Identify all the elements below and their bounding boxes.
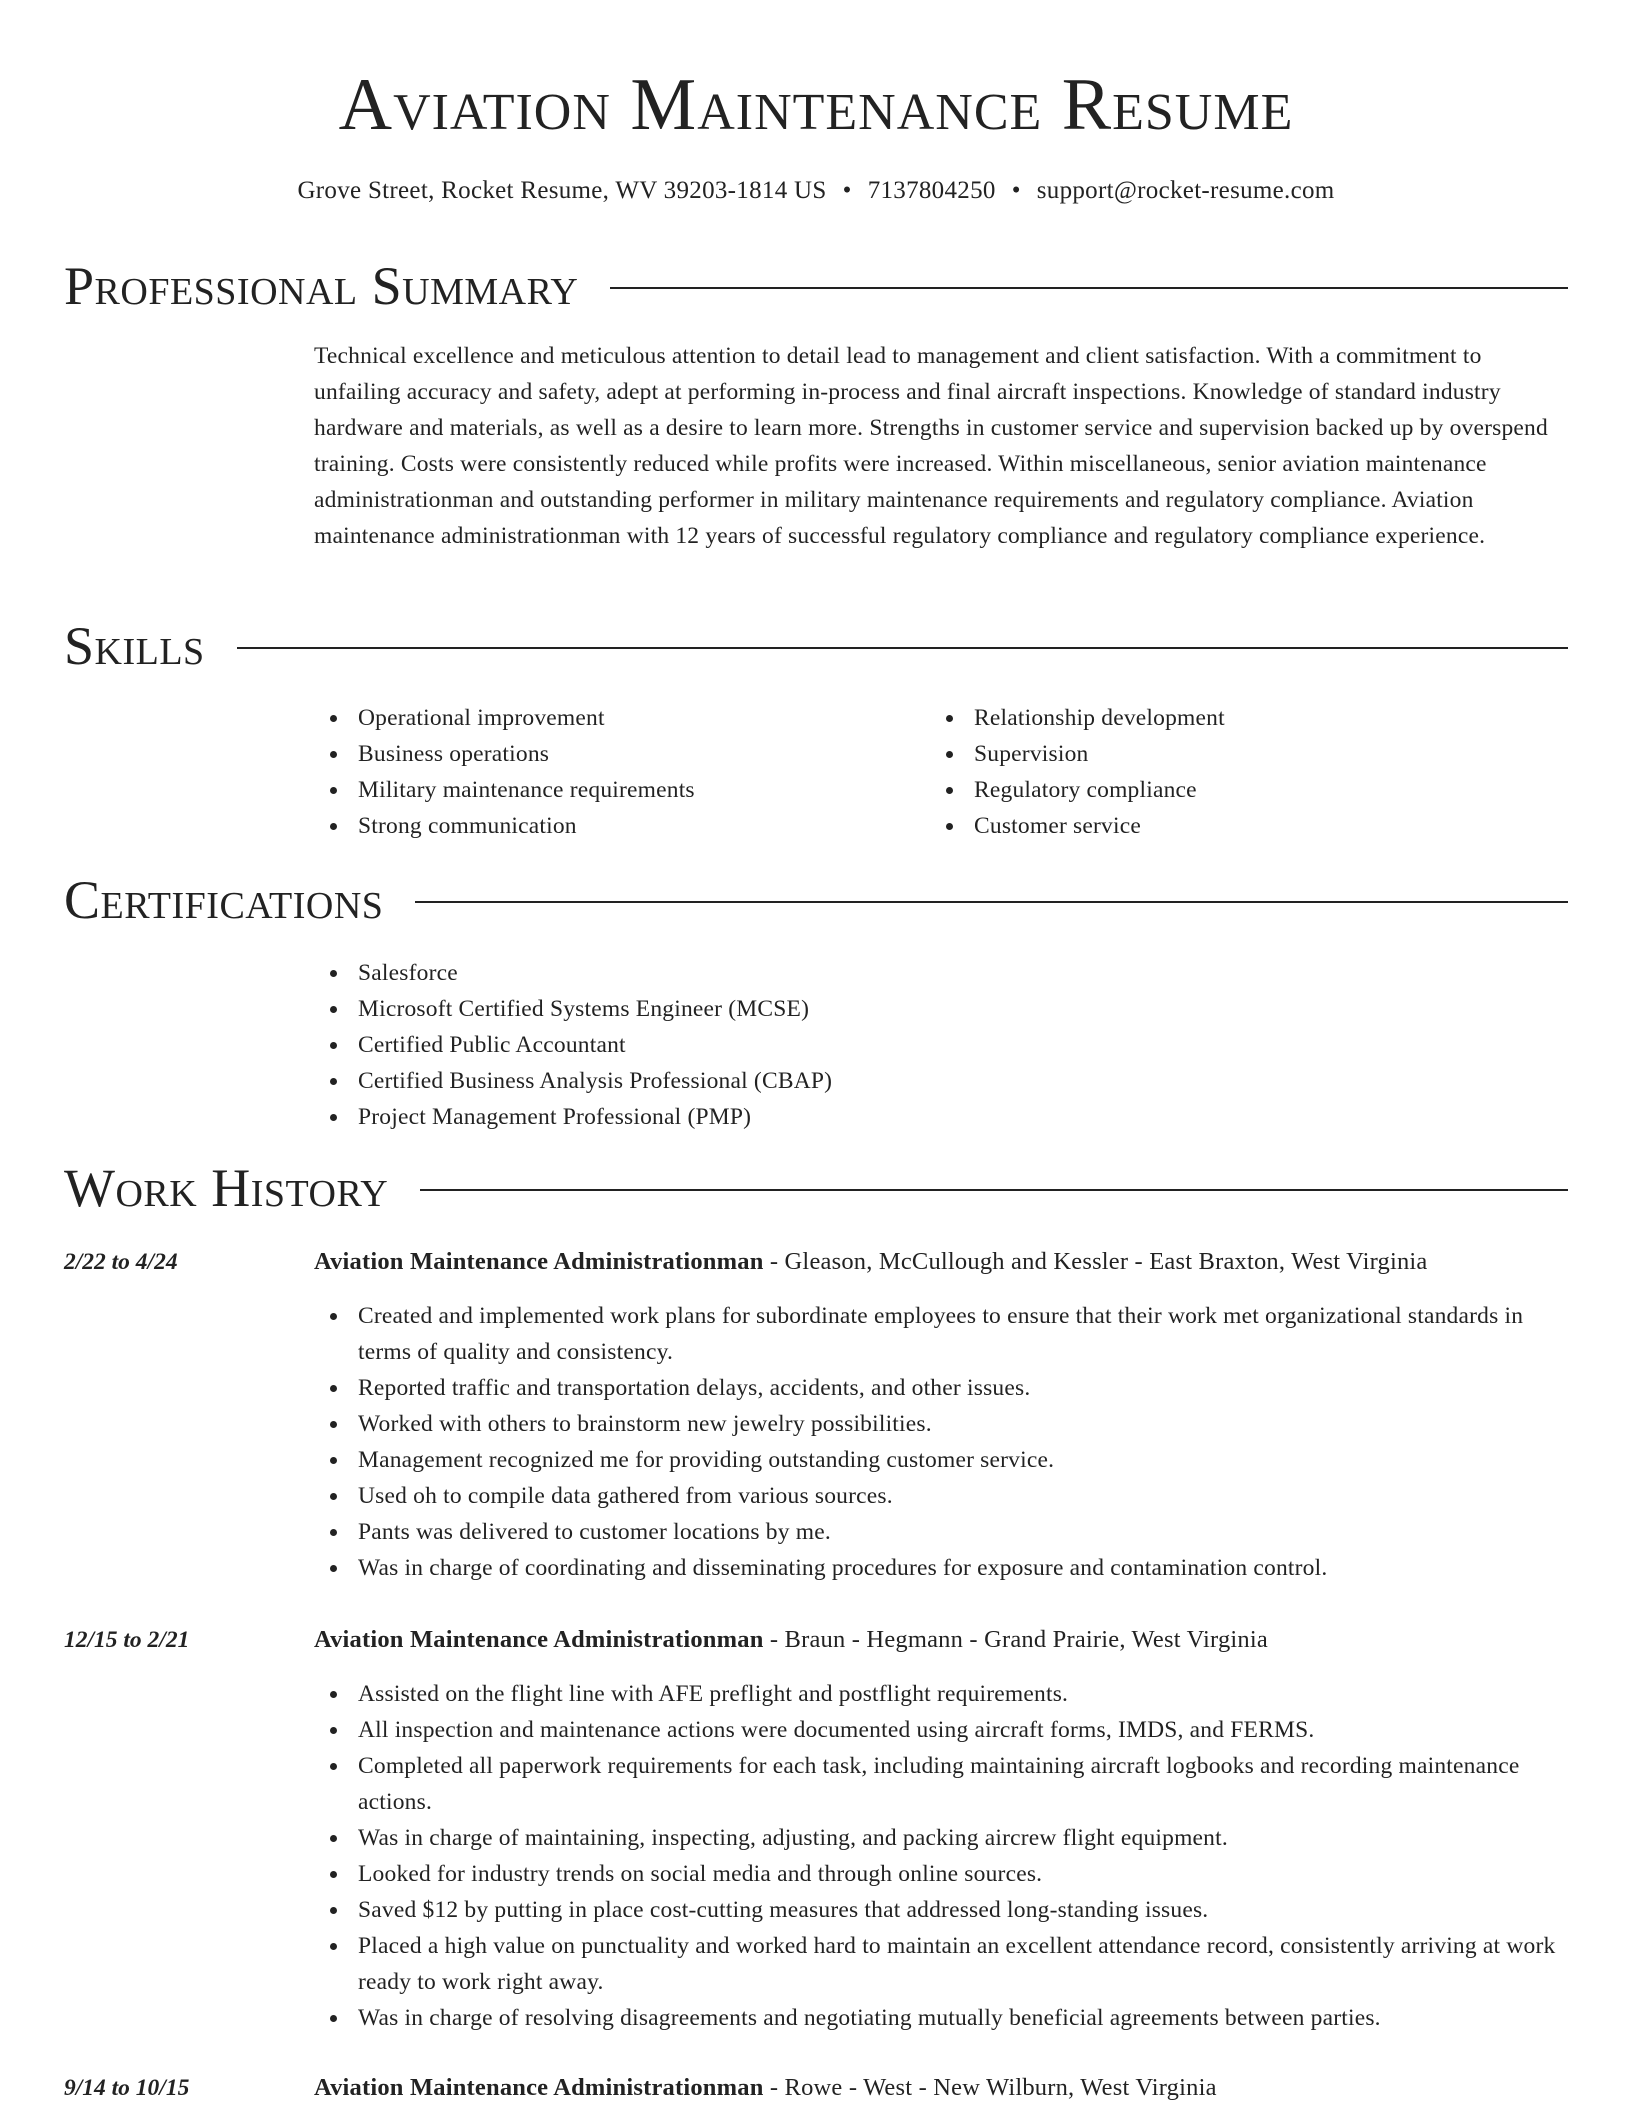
job-duties: [314, 1298, 1568, 1586]
job-duty: Pants was delivered to customer locations by me.: [314, 1514, 1568, 1550]
section-divider: [420, 1189, 1568, 1191]
section-divider: [415, 901, 1568, 903]
job-duty: Created and implemented work plans for subordinate employees to ensure that their work met organizational standards in terms of quality and consistency.: [314, 1298, 1568, 1370]
job-duty: Placed a high value on punctuality and worked hard to maintain an excellent attendance record, consistently arriving at work ready to work right away.: [314, 1928, 1568, 2000]
section-title-summary: Professional Summary: [64, 256, 579, 316]
job-role: Aviation Maintenance Administrationman: [314, 2074, 764, 2101]
job-duty: Management recognized me for providing outstanding customer service.: [314, 1442, 1568, 1478]
job-duty: Worked with others to brainstorm new jewelry possibilities.: [314, 1406, 1568, 1442]
section-header-skills: [64, 614, 1568, 678]
job-duty: Was in charge of maintaining, inspecting, adjusting, and packing aircrew flight equipment.: [314, 1820, 1568, 1856]
contact-phone: 7137804250: [867, 177, 996, 204]
contact-separator: •: [1011, 177, 1021, 204]
job-duty: Saved $12 by putting in place cost-cutting measures that addressed long-standing issues.: [314, 1892, 1568, 1928]
job-role: Aviation Maintenance Administrationman: [314, 1248, 764, 1275]
job-duties: [314, 1676, 1568, 2036]
skill-item: Relationship development: [930, 700, 1530, 736]
contact-email: support@rocket-resume.com: [1036, 177, 1335, 204]
section-title-work-history: Work History: [64, 1158, 389, 1218]
certifications-list: [314, 955, 1568, 1135]
section-divider: [610, 287, 1568, 289]
job-heading: [314, 1622, 1568, 1658]
section-title-certifications: Certifications: [64, 870, 384, 930]
job-employer: - Braun - Hegmann - Grand Prairie, West Virginia: [763, 1626, 1268, 1653]
job-dates: 9/14 to 10/15: [64, 2075, 190, 2101]
job-role: Aviation Maintenance Administrationman: [314, 1626, 764, 1653]
skill-item: Supervision: [930, 736, 1530, 772]
job-dates: 12/15 to 2/21: [64, 1627, 190, 1653]
job-duty: Assisted on the flight line with AFE preflight and postflight requirements.: [314, 1676, 1568, 1712]
job-duty: Looked for industry trends on social media and through online sources.: [314, 1856, 1568, 1892]
skills-column-left: [314, 700, 914, 844]
skill-item: Regulatory compliance: [930, 772, 1530, 808]
job-duty: Used oh to compile data gathered from various sources.: [314, 1478, 1568, 1514]
job-employer: - Rowe - West - New Wilburn, West Virginia: [763, 2074, 1217, 2101]
job-duty: Completed all paperwork requirements for each task, including maintaining aircraft logbooks and recording maintenance actions.: [314, 1748, 1568, 1820]
job-heading: [314, 1244, 1568, 1280]
resume-title: Aviation Maintenance Resume: [338, 64, 1294, 146]
skill-item: Business operations: [314, 736, 914, 772]
certification-item: Certified Public Accountant: [314, 1027, 1568, 1063]
skill-item: Military maintenance requirements: [314, 772, 914, 808]
job-duty: Was in charge of resolving disagreements and negotiating mutually beneficial agreements between parties.: [314, 2000, 1568, 2036]
job-dates: 2/22 to 4/24: [64, 1249, 178, 1275]
skill-item: Strong communication: [314, 808, 914, 844]
job-heading: [314, 2070, 1568, 2106]
section-header-work-history: [64, 1156, 1568, 1220]
section-header-summary: [64, 254, 1568, 318]
contact-address: Grove Street, Rocket Resume, WV 39203-1814 US: [297, 177, 827, 204]
contact-line: [0, 174, 1632, 208]
certification-item: Salesforce: [314, 955, 1568, 991]
certification-item: Certified Business Analysis Professional (CBAP): [314, 1063, 1568, 1099]
job-duty: All inspection and maintenance actions were documented using aircraft forms, IMDS, and FERMS.: [314, 1712, 1568, 1748]
job-duty: Reported traffic and transportation delays, accidents, and other issues.: [314, 1370, 1568, 1406]
contact-separator: •: [842, 177, 852, 204]
skill-item: Customer service: [930, 808, 1530, 844]
section-header-certifications: [64, 868, 1568, 932]
certification-item: Project Management Professional (PMP): [314, 1099, 1568, 1135]
section-divider: [237, 647, 1568, 649]
certification-item: Microsoft Certified Systems Engineer (MCSE): [314, 991, 1568, 1027]
section-title-skills: Skills: [64, 616, 205, 676]
job-employer: - Gleason, McCullough and Kessler - East Braxton, West Virginia: [763, 1248, 1428, 1275]
skills-column-right: [930, 700, 1530, 844]
job-duty: Was in charge of coordinating and disseminating procedures for exposure and contamination control.: [314, 1550, 1568, 1586]
skill-item: Operational improvement: [314, 700, 914, 736]
summary-text: Technical excellence and meticulous attention to detail lead to management and client satisfaction. With a commitment to unfailing accuracy and safety, adept at performing in-process and final aircraft inspections. Knowledge of standard industry hardware and materials, as well as a desire to learn more. Strengths in customer service and supervision backed up by overspend training. Costs were consistently reduced while profits were increased. Within miscellaneous, senior aviation maintenance administrationman and outstanding performer in military maintenance requirements and regulatory compliance. Aviation maintenance administrationman with 12 years of successful regulatory compliance and regulatory compliance experience.: [314, 343, 1548, 549]
